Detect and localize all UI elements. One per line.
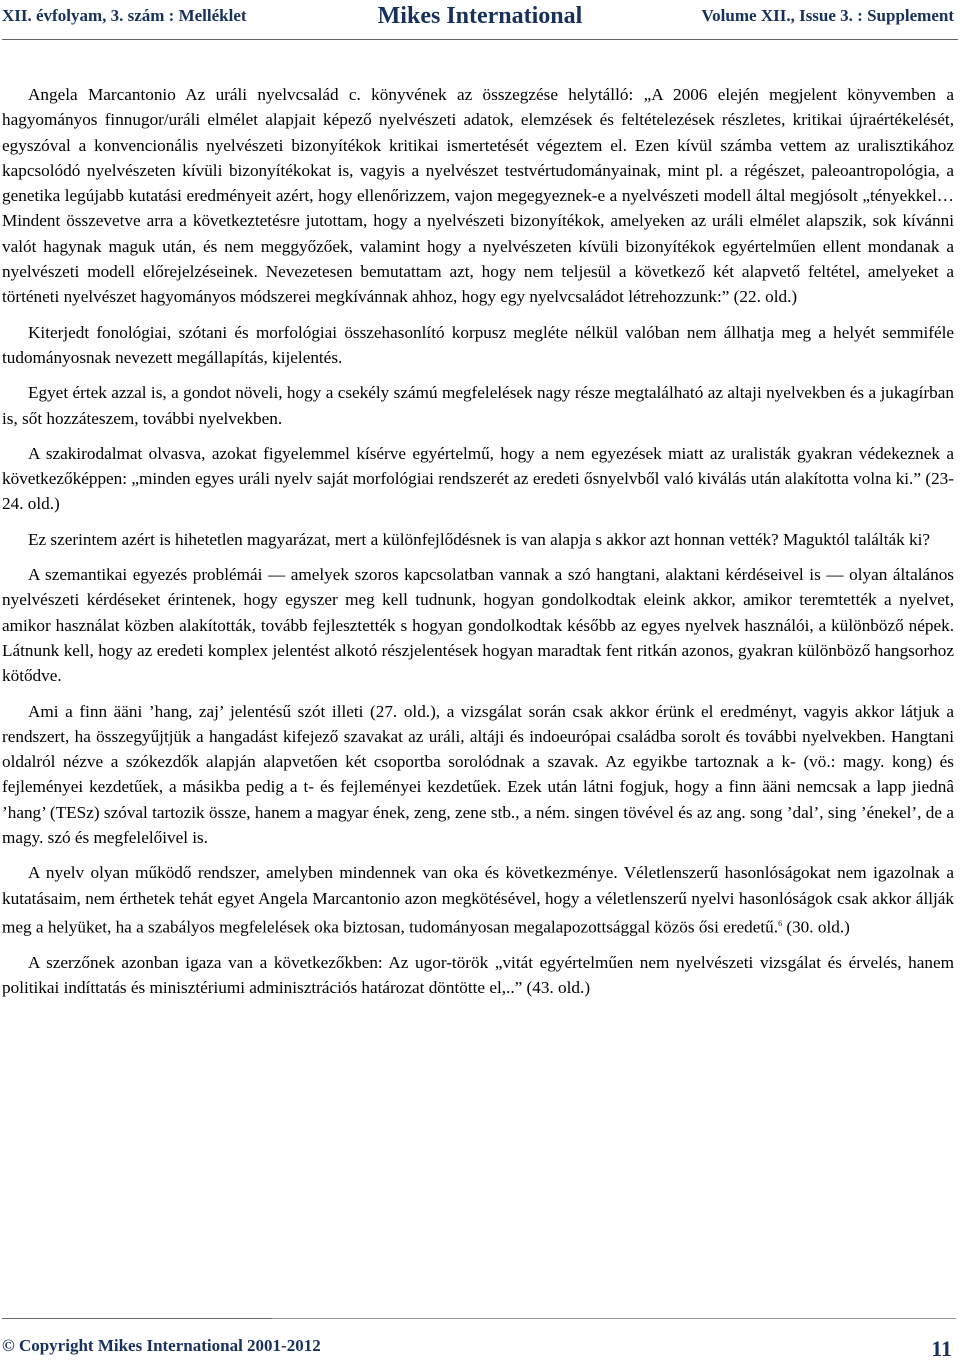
paragraph-2: Kiterjedt fonológiai, szótani és morfológiai összehasonlító korpusz megléte nélkül valóban nem állhatja meg a helyét semmiféle tudományosnak nevezett megállapítás, kijelentés. (2, 322, 954, 367)
paragraph-6: A szemantikai egyezés problémái — amelyek szoros kapcsolatban vannak a szó hangtani, alaktani kérdéseivel is — olyan általános nyelvészeti kérdéseket érintenek, hogy egyszer meg kell tudnunk, hogyan gondolkodtak eleink akkor, amikor teremtették a nyelvet, amikor használat közben alakították, tovább fejlesztették s hogyan gondolkodtak később az egyes nyelvek használói, a különböző népek. Látnunk kell, hogy az eredeti komplex jelentést alkotó részjelentések hogyan maradtak fent ritkán azonos, gyakran különböző hangsorhoz kötődve. (2, 565, 954, 686)
page-header (0, 0, 960, 38)
paragraph-5: Ez szerintem azért is hihetetlen magyarázat, mert a különfejlődésnek is van alapja s akkor azt honnan vették? Maguktól találták ki? (28, 529, 930, 549)
header-volume-en: Volume XII., Issue 3. : Supplement (701, 6, 954, 25)
paragraph-7: Ami a finn ääni ’hang, zaj’ jelentésű szót illeti (27. old.), a vizsgálat során csak akkor érünk el eredményt, vagyis akkor látjuk a rendszert, ha összegyűjtjük a hangadást kifejező szavakat az uráli, altáji és indoeurópai családba sorolt és további nyelvekben. Hangtani oldalról nézve a szókezdők alapján alapvetően két csoportba sorolódnak a szavak. Az egyikbe tartoznak a k- (vö.: magy. kong) és fejleményei kezdetűek, a másikba pedig a t- és fejleményei kezdetűek. Ezek után látni fogjuk, hogy a finn ääni nemcsak a lapp jiednâ ’hang’ (TESz) szóval tartozik össze, hanem a magyar ének, zeng, zene stb., a ném. singen tövével és az ang. song ’dal’, sing ’énekel’, de a magy. szó és megfelelőivel is. (2, 701, 954, 848)
paragraph-8-citation: (30. old.) (782, 917, 850, 937)
footer-divider-right (272, 1318, 956, 1319)
paragraph-8 (2, 860, 954, 940)
header-divider (2, 39, 958, 40)
paragraph-3: Egyet értek azzal is, a gondot növeli, hogy a csekély számú megfelelések nagy része megtalálható az altaji nyelvekben és a jukagírban is, sőt hozzáteszem, további nyelvekben. (2, 383, 954, 428)
footer-copyright: © Copyright Mikes International 2001-2012 (2, 1336, 321, 1355)
paragraph-1: Angela Marcantonio Az uráli nyelvcsalád c. könyvének az összegzése helytálló: „A 2006 elején megjelent könyvemben a hagyományos finnugor/uráli elmélet alapjait képező nyelvészeti adatok, elemzések és feltételezések részletes, kritikai újraértékelését, egyszóval a konvencionális nyelvészeti bizonyítékok kritikai ismertetését végeztem el. Ezen kívül számba vettem az uralisztikához kapcsolódó nyelvészeten kívüli bizonyítékokat is, vagyis a nyelvészet testvértudományainak, mint pl. a régészet, paleoantropológia, a genetika legújabb kutatási eredményeit azért, hogy ellenőrizzem, vajon megegyeznek-e a nyelvészeti modell által megjósolt „tényekkel… Mindent összevetve arra a következtetésre jutottam, hogy a nyelvészeti bizonyítékok, amelyeken az uráli elmélet alapszik, sok kívánni valót hagynak maguk után, és nem meggyőzőek, valamint hogy a nyelvészeten kívüli bizonyítékok egyértelműen ellent mondanak a nyelvészeti modell előrejelzéseinek. Nevezetesen bemutattam azt, hogy nem teljesül a következő két alapvető feltétel, amelyeket a történeti nyelvészet hagyományos módszerei megkívánnak ahhoz, hogy egy nyelvcsaládot létrehozzunk:” (22. old.) (2, 85, 954, 307)
header-volume-hu: XII. évfolyam, 3. szám : Melléklet (2, 6, 247, 25)
page-footer (0, 1332, 960, 1361)
paragraph-8-text: A nyelv olyan működő rendszer, amelyben mindennek van oka és következménye. Véletlenszerű hasonlóságokat nem igazolnak a kutatásaim, nem érthetek tehát egyet Angela Marcantonio azon megkötésével, hogy a véletlenszerű nyelvi hasonlóságok csak akkor állják meg a helyüket, ha a szabályos megfelelések oka biztosan, tudományosan megalapozottsággal közös ősi eredetű. (2, 863, 954, 937)
article-body (2, 82, 954, 1001)
footer-divider (2, 1318, 272, 1319)
header-journal-title: Mikes International (377, 3, 583, 29)
footnote-reference[interactable]: 6 (778, 918, 783, 928)
paragraph-4: A szakirodalmat olvasva, azokat figyelemmel kísérve egyértelmű, hogy a nem egyezések miatt az uralisták gyakran védekeznek a következőképpen: „minden egyes uráli nyelv saját morfológiai rendszerét az eredeti ősnyelvből való kiválás után alakította volna ki.” (23-24. old.) (2, 443, 954, 514)
paragraph-9: A szerzőnek azonban igaza van a következőkben: Az ugor-török „vitát egyértelműen nem nyelvészeti vizsgálat és érvelés, hanem politikai indíttatás és minisztériumi adminisztrációs határozat döntötte el,..” (43. old.) (2, 952, 954, 998)
page-number: 11 (931, 1336, 952, 1361)
